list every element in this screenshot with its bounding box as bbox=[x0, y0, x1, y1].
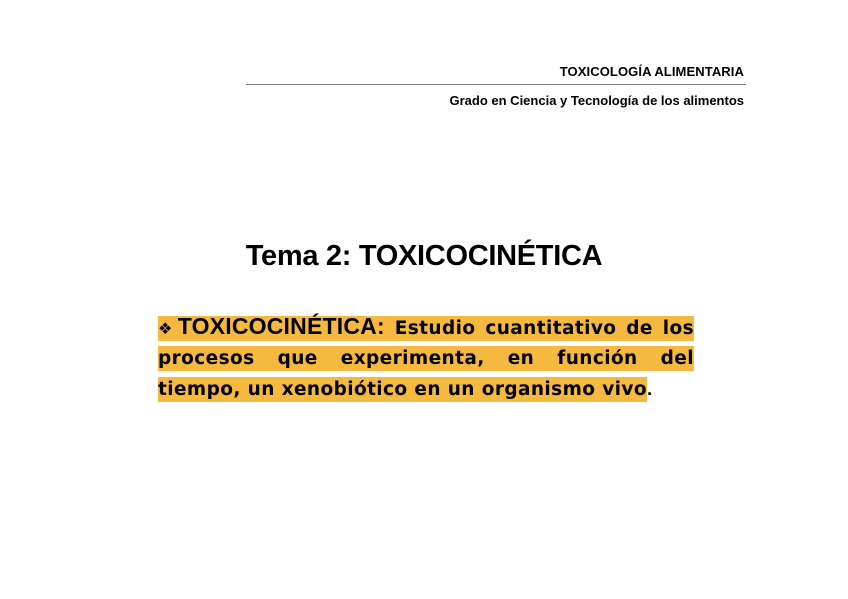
header-divider bbox=[246, 84, 746, 85]
diamond-bullet-icon: ❖ bbox=[158, 319, 176, 338]
definition-text: Estudio cuantitativo de los procesos que experimenta, en función del tiempo, un xenobiótico en un organismo vivo bbox=[158, 318, 694, 400]
degree-subtitle: Grado en Ciencia y Tecnología de los alimentos bbox=[449, 93, 744, 108]
definition-period: . bbox=[647, 378, 653, 399]
slide-title: Tema 2: TOXICOCINÉTICA bbox=[245, 240, 603, 272]
definition-paragraph bbox=[158, 311, 694, 405]
definition-highlight bbox=[158, 313, 694, 402]
course-title: TOXICOLOGÍA ALIMENTARIA bbox=[559, 64, 744, 79]
definition-term: TOXICOCINÉTICA: bbox=[177, 313, 385, 339]
